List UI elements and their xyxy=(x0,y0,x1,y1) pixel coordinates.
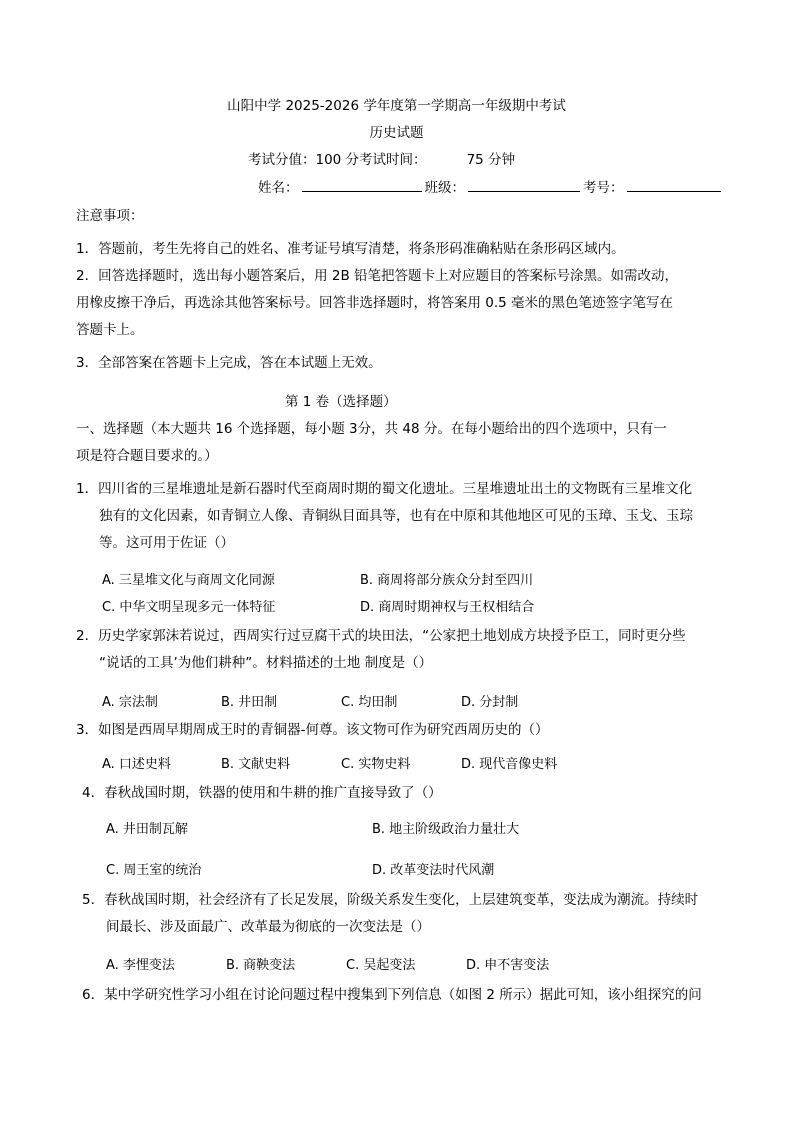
q5-option-a[interactable]: A. 李悝变法 xyxy=(106,958,175,973)
q5-option-d[interactable]: D. 申不害变法 xyxy=(466,958,550,973)
id-label: 考号： xyxy=(583,180,624,196)
q1-option-d[interactable]: D. 商周时期神权与王权相结合 xyxy=(360,600,535,615)
time-value: 75 分钟 xyxy=(466,152,516,168)
note-2-line-2: 用橡皮擦干净后，再选涂其他答案标号。回答非选择题时，将答案用 0.5 毫米的黑色笔迹签字笔写在 xyxy=(76,295,674,311)
section-intro-line-1: 一、选择题（本大题共 16 个选择题，每小题 3分，共 48 分。在每小题给出的四个选项中，只有一 xyxy=(76,421,667,437)
student-info-row xyxy=(258,177,724,198)
q5-stem-line-2: 间最长、涉及面最广、改革最为彻底的一次变法是（） xyxy=(106,919,430,935)
q5-option-c[interactable]: C. 吴起变法 xyxy=(346,958,416,973)
q3-option-c[interactable]: C. 实物史料 xyxy=(341,757,411,772)
q2-stem-line-2: “说话的工具’为他们耕种”。材料描述的土地 制度是（） xyxy=(99,655,433,671)
q2-option-c[interactable]: C. 均田制 xyxy=(341,695,398,710)
q1-option-b[interactable]: B. 商周将部分族众分封至四川 xyxy=(360,573,534,588)
note-2-line-1: 2．回答选择题时，选出每小题答案后，用 2B 铅笔把答题卡上对应题目的答案标号涂黑。如需改动， xyxy=(76,268,679,284)
q2-option-b[interactable]: B. 井田制 xyxy=(221,695,278,710)
q3-stem-line-1: 3．如图是西周早期周成王时的青铜器-何尊。该文物可作为研究西周历史的（） xyxy=(76,722,549,738)
score-info xyxy=(248,150,515,170)
class-blank[interactable] xyxy=(468,177,580,192)
q3-option-b[interactable]: B. 文献史料 xyxy=(221,757,291,772)
exam-title: 山阳中学 2025-2026 学年度第一学期高一年级期中考试 xyxy=(227,98,566,114)
q5-option-b[interactable]: B. 商鞅变法 xyxy=(226,958,296,973)
note-3: 3．全部答案在答题卡上完成，答在本试题上无效。 xyxy=(76,355,382,371)
q2-stem-line-1: 2．历史学家郭沫若说过，西周实行过豆腐干式的块田法，“公家把土地划成方块授予臣工，同时更分些 xyxy=(76,628,686,644)
id-blank[interactable] xyxy=(627,177,721,192)
name-label: 姓名： xyxy=(258,180,299,196)
notes-heading: 注意事项： xyxy=(76,208,144,224)
q1-option-a[interactable]: A. 三星堆文化与商周文化同源 xyxy=(102,573,275,588)
q4-option-c[interactable]: C. 周王室的统治 xyxy=(106,863,202,878)
q4-stem-line-1: 4．春秋战国时期，铁器的使用和牛耕的推广直接导致了（） xyxy=(82,785,442,801)
note-2-line-3: 答题卡上。 xyxy=(76,322,144,338)
q1-stem-line-3: 等。这可用于佐证（） xyxy=(99,535,234,551)
exam-subject: 历史试题 xyxy=(369,125,424,141)
q3-option-d[interactable]: D. 现代音像史料 xyxy=(461,757,558,772)
class-label: 班级： xyxy=(424,180,465,196)
q3-option-a[interactable]: A. 口述史料 xyxy=(102,757,171,772)
q1-stem-line-1: 1．四川省的三星堆遗址是新石器时代至商周时期的蜀文化遗址。三星堆遗址出土的文物既有三星堆文化 xyxy=(76,481,693,497)
q4-option-a[interactable]: A. 井田制瓦解 xyxy=(106,822,188,837)
q4-option-d[interactable]: D. 改革变法时代风潮 xyxy=(372,863,495,878)
q1-option-c[interactable]: C. 中华文明呈现多元一体特征 xyxy=(102,600,276,615)
note-1: 1．答题前，考生先将自己的姓名、准考证号填写清楚，将条形码准确粘贴在条形码区域内。 xyxy=(76,241,625,257)
section-intro-line-2: 项是符合题目要求的。） xyxy=(76,448,218,464)
score-time-label: 考试分值：100 分考试时间： xyxy=(248,152,427,168)
volume-heading: 第 1 卷（选择题） xyxy=(285,394,397,410)
q4-option-b[interactable]: B. 地主阶级政治力量壮大 xyxy=(372,822,520,837)
name-blank[interactable] xyxy=(302,177,422,192)
q6-stem-line-1: 6．某中学研究性学习小组在讨论问题过程中搜集到下列信息（如图 2 所示）据此可知，该小组探究的问 xyxy=(82,987,702,1003)
q1-stem-line-2: 独有的文化因素，如青铜立人像、青铜纵目面具等，也有在中原和其他地区可见的玉璋、玉戈、玉琮 xyxy=(99,508,693,524)
q2-option-a[interactable]: A. 宗法制 xyxy=(102,695,158,710)
q5-stem-line-1: 5．春秋战国时期，社会经济有了长足发展，阶级关系发生变化，上层建筑变革，变法成为潮流。持续时 xyxy=(82,892,699,908)
q2-option-d[interactable]: D. 分封制 xyxy=(461,695,519,710)
